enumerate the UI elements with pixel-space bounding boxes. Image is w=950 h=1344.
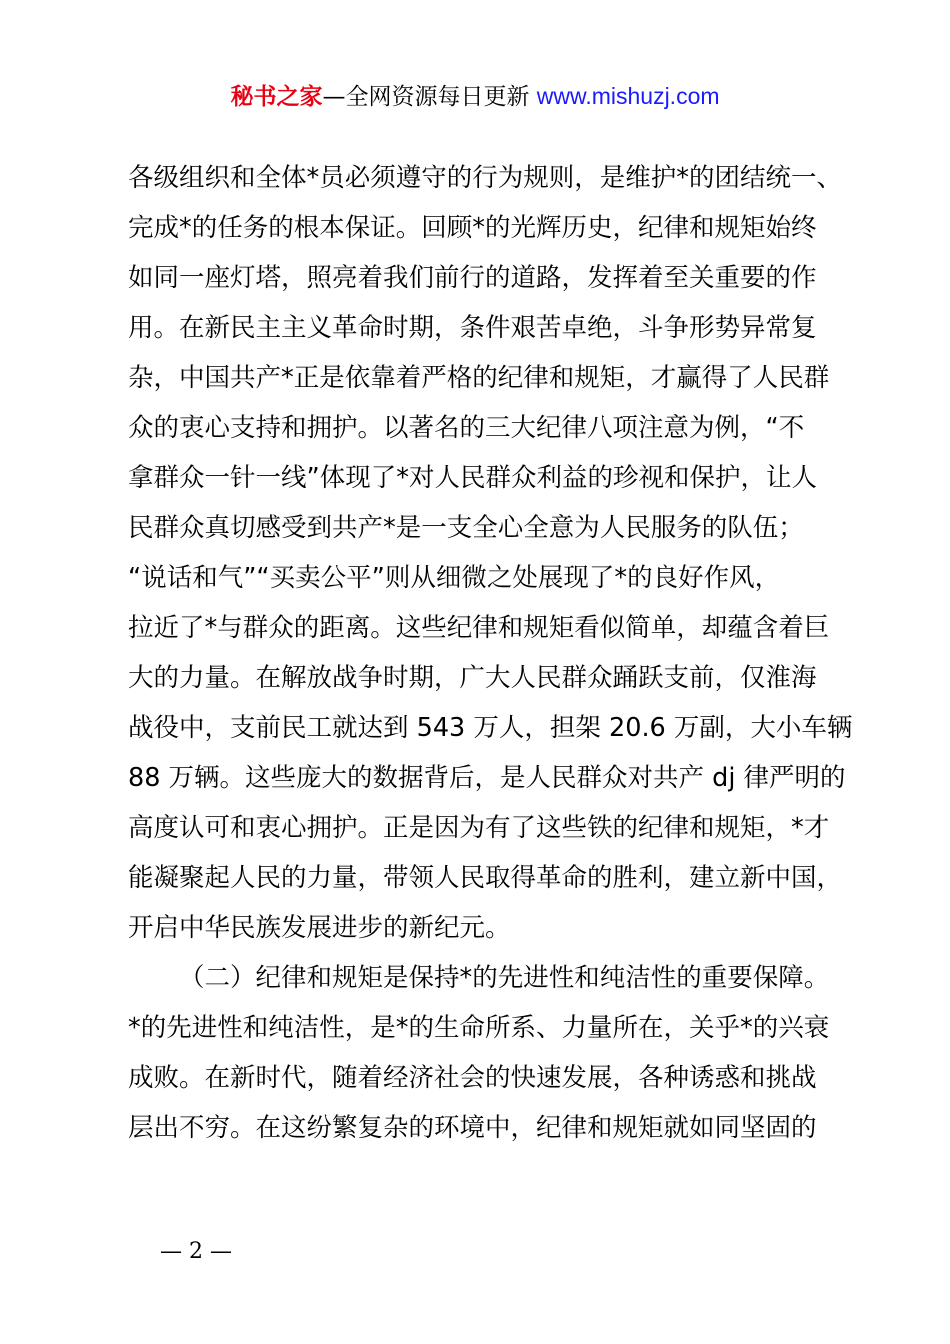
body-line: 众的衷心支持和拥护。以著名的三大纪律八项注意为例，“不 (128, 413, 805, 443)
document-body (128, 153, 853, 1153)
site-brand: 秘书之家 (230, 84, 323, 110)
body-line: 民群众真切感受到共产*是一支全心全意为人民服务的队伍； (128, 513, 804, 543)
body-line: 如同一座灯塔，照亮着我们前行的道路，发挥着至关重要的作 (128, 263, 817, 293)
body-line: 用。在新民主主义革命时期，条件艰苦卓绝，斗争形势异常复 (128, 313, 817, 343)
body-line: 拉近了*与群众的距离。这些纪律和规矩看似简单，却蕴含着巨 (128, 613, 830, 643)
body-line: 完成*的任务的根本保证。回顾*的光辉历史，纪律和规矩始终 (128, 213, 817, 243)
body-line: 拿群众一针一线”体现了*对人民群众利益的珍视和保护，让人 (128, 463, 817, 493)
body-line: 杂，中国共产*正是依靠着严格的纪律和规矩，才赢得了人民群 (128, 363, 830, 393)
body-line: 层出不穷。在这纷繁复杂的环境中，纪律和规矩就如同坚固的 (128, 1113, 817, 1143)
body-line: 成败。在新时代，随着经济社会的快速发展，各种诱惑和挑战 (128, 1063, 817, 1093)
body-line: 开启中华民族发展进步的新纪元。 (128, 913, 511, 943)
page-header (0, 80, 950, 113)
site-slogan: —全网资源每日更新 (322, 84, 537, 110)
body-line: *的先进性和纯洁性，是*的生命所系、力量所在，关乎*的兴衰 (128, 1013, 830, 1043)
section-heading-line: （二）纪律和规矩是保持*的先进性和纯洁性的重要保障。 (179, 963, 830, 993)
body-line: “说话和气”“买卖公平”则从细微之处展现了*的良好作风， (128, 563, 781, 593)
body-line: 战役中，支前民工就达到 543 万人，担架 20.6 万副，大小车辆 (128, 713, 853, 743)
site-url-link[interactable]: www.mishuzj.com (536, 83, 720, 109)
body-line: 大的力量。在解放战争时期，广大人民群众踊跃支前，仅淮海 (128, 663, 817, 693)
body-line: 各级组织和全体*员必须遵守的行为规则，是维护*的团结统一、 (128, 163, 843, 193)
body-line: 88 万辆。这些庞大的数据背后，是人民群众对共产 dj 律严明的 (128, 763, 846, 793)
body-line: 能凝聚起人民的力量，带领人民取得革命的胜利，建立新中国， (128, 863, 843, 893)
body-line: 高度认可和衷心拥护。正是因为有了这些铁的纪律和规矩，*才 (128, 813, 830, 843)
page-number: — 2 — (160, 1239, 232, 1264)
